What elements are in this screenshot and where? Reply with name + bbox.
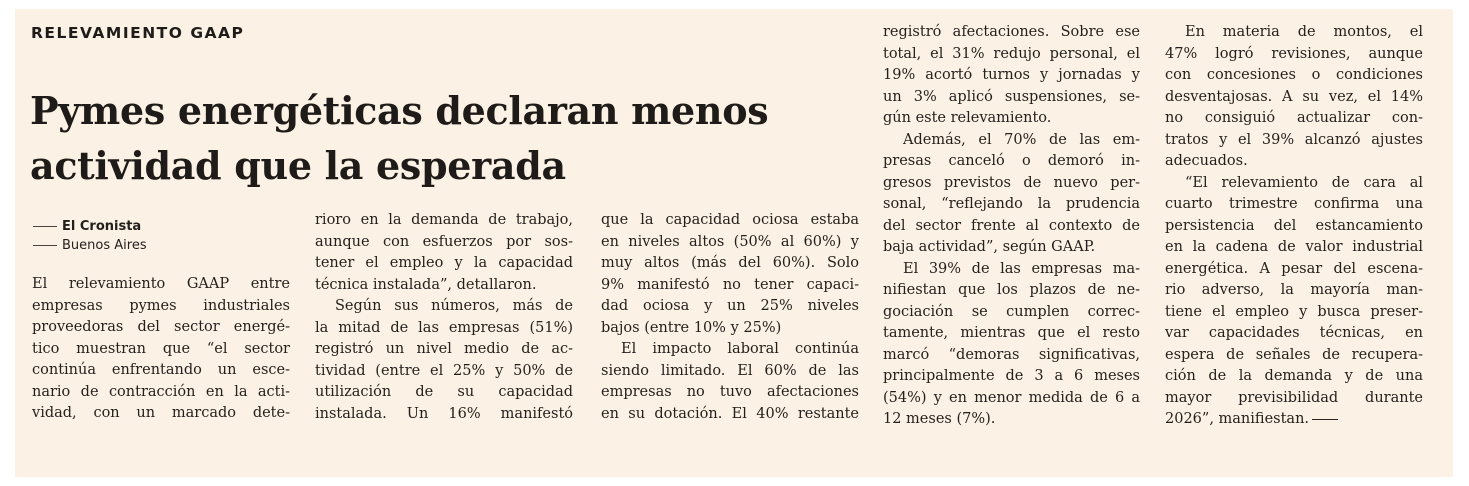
body-text-line: “El relevamiento de cara al: [1185, 174, 1423, 191]
body-text-line: muy altos (más del 60%). Solo: [601, 255, 859, 271]
article-column-2: [315, 210, 573, 425]
body-text-line: bajos (entre 10% y 25%): [601, 319, 782, 336]
body-text-line: El relevamiento GAAP entre: [32, 276, 290, 292]
body-text-line: total, el 31% redujo personal, el: [883, 45, 1140, 62]
body-text-line: registró afectaciones. Sobre ese: [883, 24, 1140, 40]
body-text-line: ción de la demanda y de una: [1165, 368, 1423, 384]
body-text-line: aunque con esfuerzos por sos-: [315, 233, 573, 250]
body-text-line: dad ociosa y un 25% niveles: [601, 298, 859, 314]
body-text-line: cuarto trimestre confirma una: [1165, 196, 1423, 212]
body-text-line: mayor previsibilidad durante: [1165, 389, 1423, 406]
body-text-line: espera de señales de recupera-: [1165, 346, 1423, 363]
body-text-line: persistencia del estancamiento: [1165, 217, 1423, 234]
body-text-line: empresas pymes industriales: [32, 297, 290, 314]
article-column-3: [601, 210, 859, 425]
end-of-article-mark: [1312, 419, 1338, 420]
body-text-line: siendo limitado. El 60% de las: [601, 362, 859, 379]
body-text-line: empresas no tuvo afectaciones: [601, 384, 859, 400]
body-text-line: baja actividad”, según GAAP.: [883, 239, 1096, 255]
newspaper-clipping: [15, 9, 1453, 477]
body-text-line: 19% acortó turnos y jornadas y: [883, 67, 1140, 83]
byline-rule: [33, 226, 57, 227]
headline-line: Pymes energéticas declaran menos: [30, 88, 769, 133]
body-text-line: presas canceló o demoró in-: [883, 153, 1140, 169]
body-text-line: sonal, “reflejando la prudencia: [883, 196, 1140, 212]
body-text-line: no consiguió actualizar con-: [1165, 110, 1423, 126]
body-text-line: gún este relevamiento.: [883, 110, 1052, 126]
body-text-line: var capacidades técnicas, en: [1165, 325, 1423, 341]
body-text-line: registró un nivel medio de ac-: [315, 341, 573, 357]
body-text-line: rioro en la demanda de trabajo,: [315, 212, 573, 228]
body-text-line: marcó “demoras significativas,: [883, 346, 1140, 363]
body-text-line: tener el empleo y la capacidad: [315, 255, 573, 271]
body-text-line: tiene el empleo y busca preser-: [1165, 303, 1423, 320]
body-text-line: tratos y el 39% alcanzó ajustes: [1165, 131, 1423, 148]
body-text-line: en su dotación. El 40% restante: [601, 405, 859, 422]
body-text-line: que la capacidad ociosa estaba: [601, 212, 859, 228]
body-text-line: gociación se cumplen correc-: [883, 303, 1140, 320]
byline-location: Buenos Aires: [62, 238, 147, 253]
body-text-line: 47% logró revisiones, aunque: [1165, 45, 1423, 62]
section-kicker: RELEVAMIENTO GAAP: [31, 24, 245, 42]
body-text-line: instalada. Un 16% manifestó: [315, 405, 573, 422]
body-text-line: rio adverso, la mayoría man-: [1165, 282, 1423, 298]
body-text-line: continúa enfrentando un esce-: [32, 362, 290, 378]
body-text-line: Además, el 70% de las em-: [903, 131, 1140, 148]
byline: [33, 217, 147, 255]
body-text-line: tico muestran que “el sector: [32, 340, 290, 357]
body-text-line: técnica instalada”, detallaron.: [315, 276, 537, 293]
byline-source: El Cronista: [62, 219, 142, 234]
body-text-line: en niveles altos (50% al 60%) y: [601, 233, 859, 250]
body-text-line: (54%) y en menor medida de 6 a: [883, 389, 1140, 406]
body-text-line: 2026”, manifiestan.: [1165, 409, 1423, 431]
body-text-line: un 3% aplicó suspensiones, se-: [883, 88, 1140, 105]
article-column-1: [32, 274, 290, 425]
headline: [30, 83, 770, 193]
body-text-line: gresos previstos de nuevo per-: [883, 174, 1140, 191]
body-text-line: principalmente de 3 a 6 meses: [883, 368, 1140, 384]
body-text-line: El impacto laboral continúa: [621, 341, 859, 357]
body-text-line: la mitad de las empresas (51%): [315, 319, 573, 336]
body-text-line: con concesiones o condiciones: [1165, 67, 1423, 83]
body-text-line: adecuados.: [1165, 153, 1248, 169]
body-text-line: desventajosas. A su vez, el 14%: [1165, 88, 1423, 105]
body-text-line: El 39% de las empresas ma-: [903, 260, 1140, 277]
body-text-line: nifiestan que los plazos de ne-: [883, 282, 1140, 298]
body-text-line: proveedoras del sector energé-: [32, 319, 290, 335]
article-column-4: [883, 22, 1140, 431]
byline-source-row: [33, 217, 147, 236]
byline-rule: [33, 245, 57, 246]
body-text-line: 9% manifestó no tener capaci-: [601, 276, 859, 293]
body-text-line: tividad (entre el 25% y 50% de: [315, 362, 573, 379]
body-text-line: vidad, con un marcado dete-: [32, 405, 290, 421]
body-text-line: energética. A pesar del escena-: [1165, 260, 1423, 277]
body-text-line: Según sus números, más de: [335, 298, 573, 314]
byline-location-row: [33, 236, 147, 255]
body-text-line: En materia de montos, el: [1185, 24, 1423, 40]
body-text-line: tamente, mientras que el resto: [883, 325, 1140, 341]
article-column-5: [1165, 22, 1423, 431]
body-text-line: nario de contracción en la acti-: [32, 383, 290, 400]
body-text-line: del sector frente al contexto de: [883, 217, 1140, 234]
body-text-line: utilización de su capacidad: [315, 384, 573, 400]
body-text-line: 12 meses (7%).: [883, 411, 996, 427]
body-text-line: en la cadena de valor industrial: [1165, 239, 1423, 255]
headline-line: actividad que la esperada: [30, 143, 566, 188]
